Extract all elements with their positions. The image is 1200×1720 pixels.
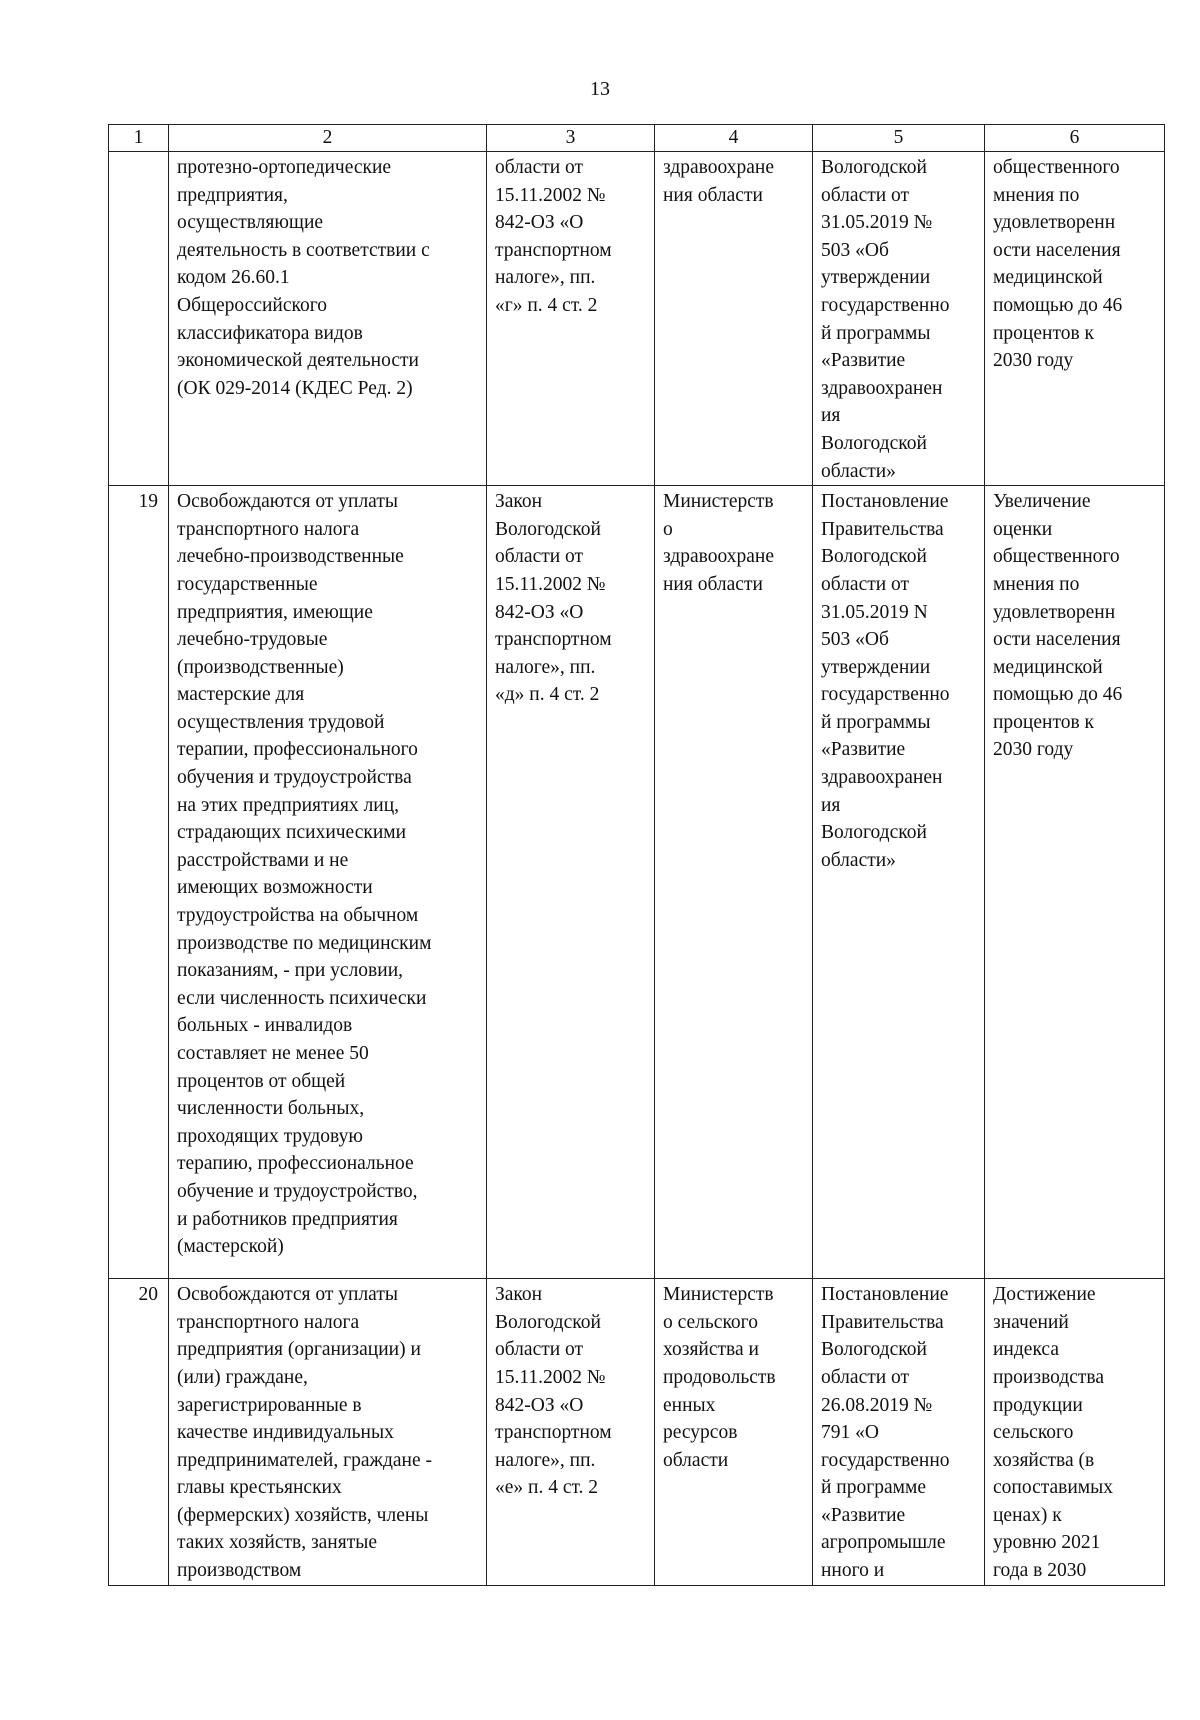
column-number-1: 1 xyxy=(109,125,169,152)
state-program: Вологодской области от 31.05.2019 № 503 «Об утверждении государственно й программы «Развитие здравоохранен ия Вологодской области» xyxy=(813,152,985,486)
table-row xyxy=(109,152,1165,486)
column-number-5: 5 xyxy=(813,125,985,152)
tax-benefits-table xyxy=(108,124,1165,1586)
curator-ministry: здравоохране ния области xyxy=(655,152,813,486)
column-number-3: 3 xyxy=(487,125,655,152)
legal-basis: Закон Вологодской области от 15.11.2002 № 842-ОЗ «О транспортном налоге», пп. «д» п. 4 ст. 2 xyxy=(487,486,655,1279)
program-goal: общественного мнения по удовлетворенн ости населения медицинской помощью до 46 процентов к 2030 году xyxy=(985,152,1165,486)
row-number: 19 xyxy=(109,486,169,1279)
benefit-description: протезно-ортопедические предприятия, осуществляющие деятельность в соответствии с кодом 26.60.1 Общероссийского классификатора видов экономической деятельности (ОК 029-2014 (КДЕС Ред. 2) xyxy=(169,152,487,486)
page-number: 13 xyxy=(590,78,610,100)
legal-basis: области от 15.11.2002 № 842-ОЗ «О транспортном налоге», пп. «г» п. 4 ст. 2 xyxy=(487,152,655,486)
row-number: 20 xyxy=(109,1279,169,1586)
curator-ministry: Министерств о здравоохране ния области xyxy=(655,486,813,1279)
column-number-2: 2 xyxy=(169,125,487,152)
curator-ministry: Министерств о сельского хозяйства и продовольств енных ресурсов области xyxy=(655,1279,813,1586)
table-row xyxy=(109,486,1165,1279)
program-goal: Увеличение оценки общественного мнения по удовлетворенн ости населения медицинской помощью до 46 процентов к 2030 году xyxy=(985,486,1165,1279)
state-program: Постановление Правительства Вологодской области от 26.08.2019 № 791 «О государственно й программе «Развитие агропромышле нного и xyxy=(813,1279,985,1586)
row-number xyxy=(109,152,169,486)
legal-basis: Закон Вологодской области от 15.11.2002 № 842-ОЗ «О транспортном налоге», пп. «е» п. 4 ст. 2 xyxy=(487,1279,655,1586)
benefit-description: Освобождаются от уплаты транспортного налога лечебно-производственные государственные предприятия, имеющие лечебно-трудовые (производственные) мастерские для осуществления трудовой терапии, профессионального обучения и трудоустройства на этих предприятиях лиц, страдающих психическими расстройствами и не имеющих возможности трудоустройства на обычном производстве по медицинским показаниям, - при условии, если численность психически больных - инвалидов составляет не менее 50 процентов от общей численности больных, проходящих трудовую терапию, профессиональное обучение и трудоустройство, и работников предприятия (мастерской) xyxy=(169,486,487,1279)
table-row xyxy=(109,1279,1165,1586)
column-number-6: 6 xyxy=(985,125,1165,152)
table-header-row xyxy=(109,125,1165,152)
program-goal: Достижение значений индекса производства продукции сельского хозяйства (в сопоставимых ценах) к уровню 2021 года в 2030 xyxy=(985,1279,1165,1586)
column-number-4: 4 xyxy=(655,125,813,152)
state-program: Постановление Правительства Вологодской области от 31.05.2019 N 503 «Об утверждении государственно й программы «Развитие здравоохранен ия Вологодской области» xyxy=(813,486,985,1279)
benefit-description: Освобождаются от уплаты транспортного налога предприятия (организации) и (или) граждане, зарегистрированные в качестве индивидуальных предпринимателей, граждане - главы крестьянских (фермерских) хозяйств, члены таких хозяйств, занятые производством xyxy=(169,1279,487,1586)
